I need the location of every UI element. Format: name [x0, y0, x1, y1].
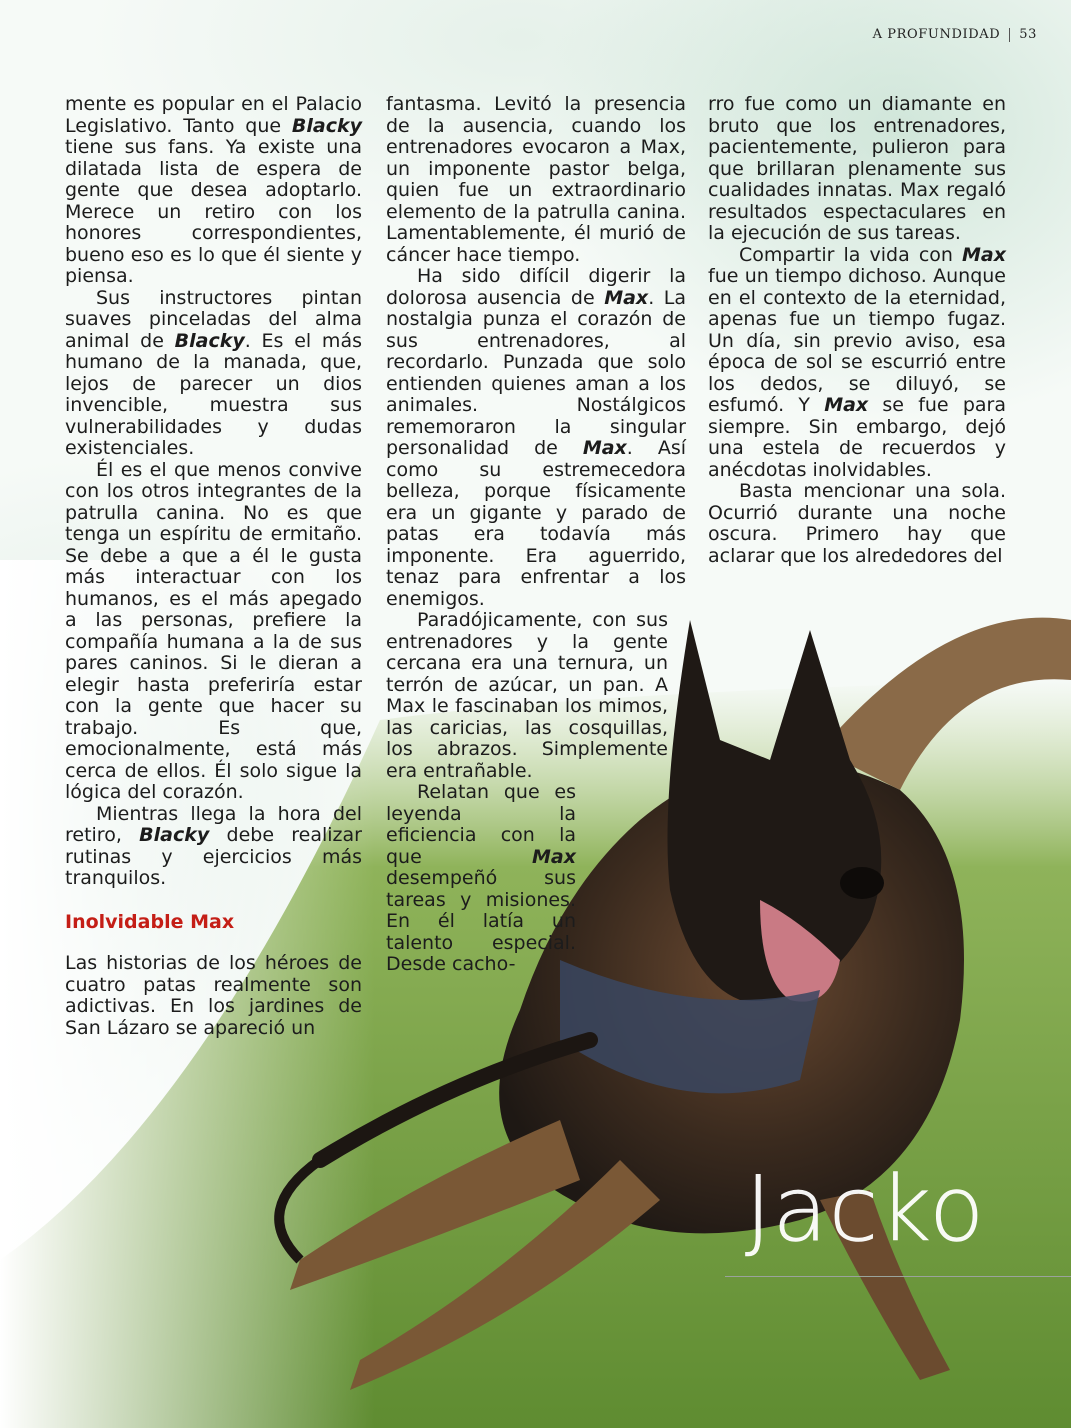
subheading: Inolvidable Max — [65, 910, 235, 933]
photo-caption-name: Jacko — [745, 1157, 986, 1262]
name-emphasis: Max — [582, 437, 627, 459]
paragraph: fantasma. Levitó la presencia de la ausencia, cuando los entrenadores evocaron a Max, un imponente pastor belga, quien fue un extraordinario elemento de la patrulla canina. Lamentablemente, él murió de cáncer hace tiempo. — [386, 93, 686, 266]
paragraph: Las historias de los héroes de cuatro patas realmente son adictivas. En los jardines de San Lázaro se apareció un — [65, 952, 362, 1039]
column-2 — [386, 94, 686, 976]
name-emphasis: Max — [962, 243, 1006, 266]
page-number: 53 — [1019, 27, 1037, 42]
paragraph: Basta mencionar una sola. Ocurrió durante una noche oscura. Primero hay que aclarar que los alrededores del — [708, 480, 1006, 567]
name-emphasis: Blacky — [291, 114, 362, 137]
name-emphasis: Max — [604, 286, 649, 309]
header-divider — [1009, 28, 1010, 42]
paragraph: Mientras llega la hora del retiro, Blacky debe realizar rutinas y ejercicios más tranquilos. — [65, 802, 362, 889]
paragraph: Paradójicamente, con sus entrenadores y la gente cercana era una ternura, un terrón de azúcar, un pan. A Max le fascinaban los mimos, las caricias, las cosquillas, los abrazos. Simplemente era entrañable. — [386, 609, 668, 782]
caption-rule — [725, 1276, 1071, 1277]
column-3 — [708, 94, 1006, 567]
paragraph: Compartir la vida con Max fue un tiempo dichoso. Aunque en el contexto de la eternidad, apenas fue un tiempo fugaz. Un día, sin previo aviso, esa época de sol se escurrió entre los dedos, se diluyó, se esfumó. Y Max se fue para siempre. Sin embargo, dejó una estela de recuerdos y anécdotas inolvidables. — [708, 243, 1006, 481]
paragraph: Ha sido difícil digerir la dolorosa ausencia de Max. La nostalgia punza el corazón de sus entrenadores, al recordarlo. Punzada que solo entienden quienes aman a los animales. Nostálgicos rememoraron la singular personalidad de Max. Así como su estremecedora belleza, porque físicamente era un gigante y parado de patas era todavía más imponente. Era aguerrido, tenaz para enfrentar a los enemigos. — [386, 265, 686, 610]
paragraph: Sus instructores pintan suaves pinceladas del alma animal de Blacky. Es el más humano de la manada, que, lejos de parecer un dios invencible, muestra sus vulnerabilidades y dudas existenciales. — [65, 286, 362, 459]
column-1 — [65, 94, 362, 1039]
name-emphasis: Blacky — [174, 329, 245, 352]
section-title: A PROFUNDIDAD — [872, 27, 1001, 42]
name-emphasis: Blacky — [139, 824, 210, 846]
paragraph: rro fue como un diamante en bruto que los entrenadores, pacientemente, pulieron para que brillaran plenamente sus cualidades innatas. Max regaló resultados espectaculares en la ejecución de sus tareas. — [708, 93, 1006, 244]
paragraph: mente es popular en el Palacio Legislativo. Tanto que Blacky tiene sus fans. Ya existe una dilatada lista de espera de gente que desea adoptarlo. Merece un retiro con los honores correspondientes, bueno eso es lo que él siente y piensa. — [65, 93, 362, 287]
name-emphasis: Max — [824, 394, 869, 416]
paragraph: Él es el que menos convive con los otros integrantes de la patrulla canina. No es que tenga un espíritu de ermitaño. Se debe a que a él le gusta más interactuar con los humanos, es el más apegado a las personas, prefiere la compañía humana a la de sus pares caninos. Si le dieran a elegir hasta preferiría estar con la gente que hacer su trabajo. Es que, emocionalmente, está más cerca de ellos. Él solo sigue la lógica del corazón. — [65, 458, 362, 803]
paragraph: Relatan que es leyenda la eficiencia con la que Max desempeñó sus tareas y misiones. En él latía un talento especial. Desde cacho- — [386, 781, 576, 975]
page-header — [873, 27, 1037, 42]
name-emphasis: Max — [532, 845, 576, 868]
